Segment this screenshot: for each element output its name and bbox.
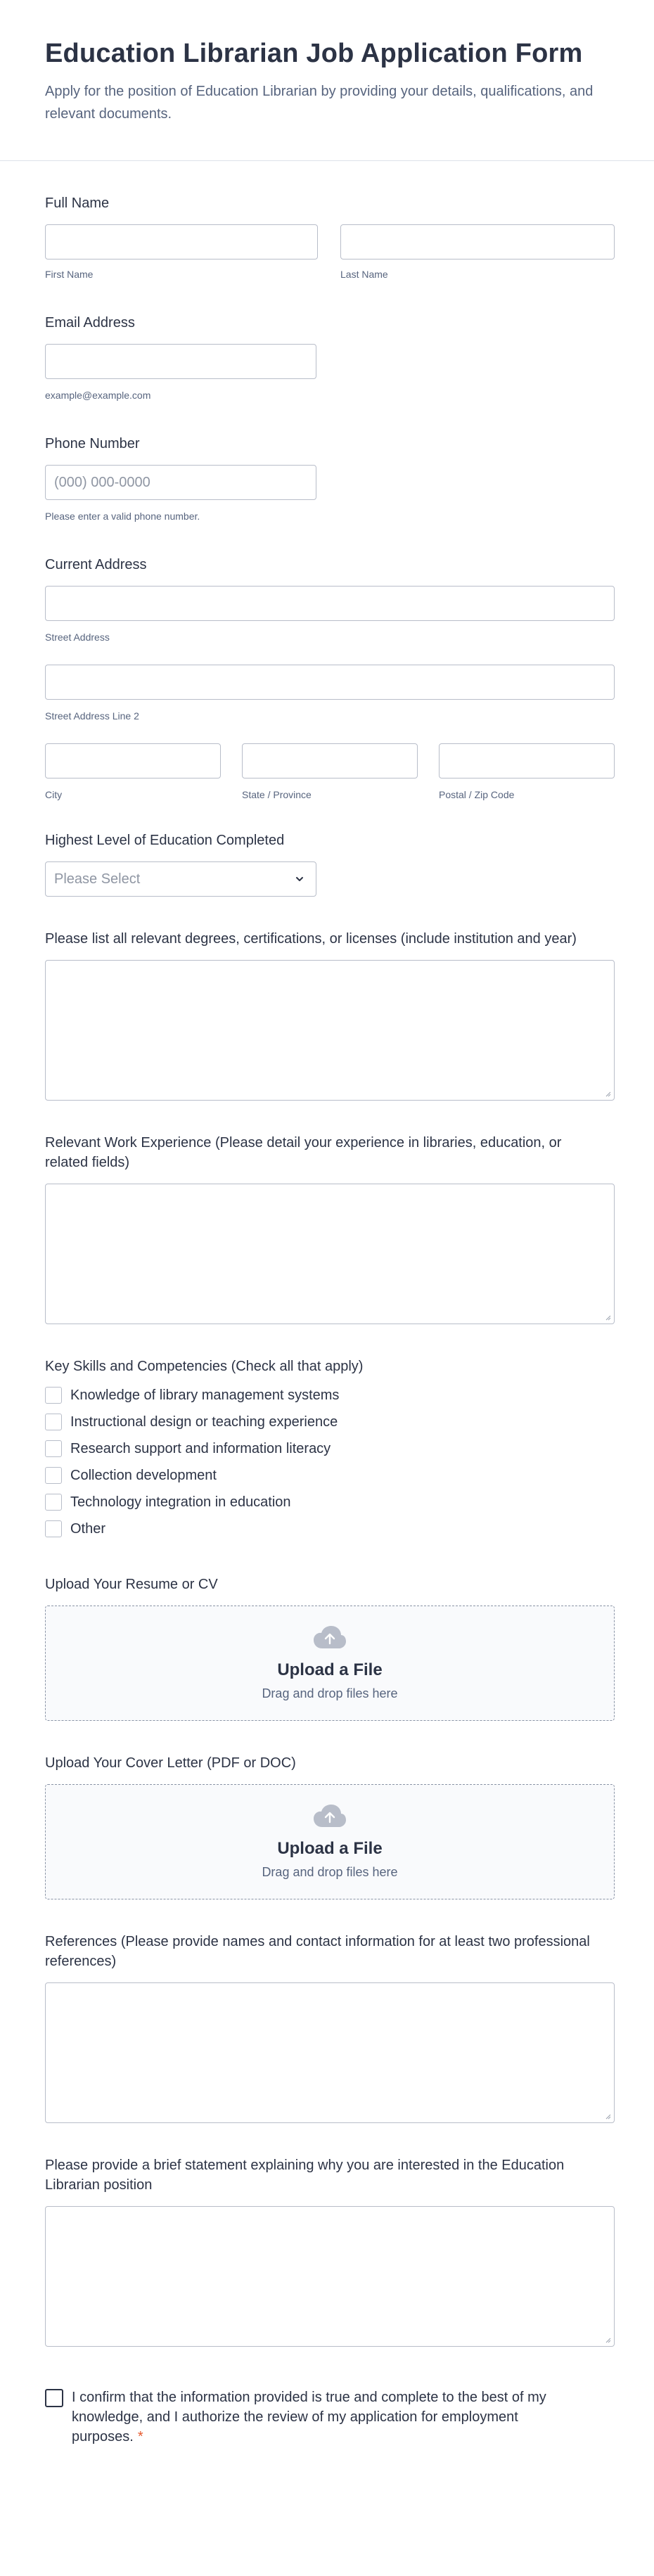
resume-upload-dropzone[interactable]	[45, 1606, 615, 1721]
address-field	[45, 555, 615, 801]
terms-text	[72, 2388, 551, 2447]
resize-grip-icon[interactable]	[604, 1314, 611, 1321]
references-label: References (Please provide names and contact information for at least two professional references)	[45, 1934, 590, 1969]
terms-checkbox[interactable]	[45, 2389, 63, 2407]
statement-textarea[interactable]	[45, 2206, 615, 2347]
email-sublabel: example@example.com	[45, 390, 151, 401]
skill-option-collection-development[interactable]	[45, 1462, 615, 1489]
required-asterisk: *	[137, 2429, 143, 2444]
resize-grip-icon[interactable]	[604, 2336, 611, 2343]
cover-upload-title: Upload a File	[277, 1839, 383, 1858]
experience-label: Relevant Work Experience (Please detail your experience in libraries, education, or related fields)	[45, 1135, 562, 1170]
skills-label: Key Skills and Competencies (Check all that apply)	[45, 1359, 364, 1374]
street-address-line2-input[interactable]	[45, 665, 615, 700]
first-name-sublabel: First Name	[45, 269, 94, 280]
cloud-upload-icon	[312, 1803, 347, 1828]
street-address-sublabel: Street Address	[45, 632, 110, 643]
resume-upload-title: Upload a File	[277, 1660, 383, 1679]
form-body	[0, 193, 654, 2447]
cover-upload-dropzone[interactable]	[45, 1784, 615, 1899]
resume-upload-subtitle: Drag and drop files here	[262, 1686, 398, 1700]
email-field	[45, 313, 615, 402]
skill-checkbox[interactable]	[45, 1520, 62, 1537]
experience-textarea[interactable]	[45, 1184, 615, 1324]
skill-option-label: Other	[70, 1520, 106, 1537]
education-selected-value: Please Select	[54, 871, 141, 887]
terms-field	[45, 2388, 551, 2447]
form-title: Education Librarian Job Application Form	[45, 39, 583, 68]
last-name-sublabel: Last Name	[340, 269, 388, 280]
street-address-line2-sublabel: Street Address Line 2	[45, 710, 139, 722]
cover-upload-field	[45, 1753, 615, 1899]
resize-grip-icon[interactable]	[604, 2113, 611, 2120]
email-input[interactable]	[45, 344, 316, 379]
resume-upload-field	[45, 1575, 615, 1721]
address-label: Current Address	[45, 557, 147, 572]
email-label: Email Address	[45, 315, 135, 331]
skills-options	[45, 1382, 615, 1542]
cover-upload-subtitle: Drag and drop files here	[262, 1865, 398, 1879]
chevron-down-icon	[295, 874, 304, 884]
phone-input[interactable]	[45, 465, 316, 500]
education-field	[45, 831, 615, 897]
full-name-field	[45, 193, 615, 281]
degrees-textarea[interactable]	[45, 960, 615, 1101]
experience-field	[45, 1133, 615, 1324]
skill-checkbox[interactable]	[45, 1440, 62, 1457]
education-label: Highest Level of Education Completed	[45, 833, 285, 848]
street-address-input[interactable]	[45, 586, 615, 621]
phone-field	[45, 434, 615, 523]
skill-option-technology-integration[interactable]	[45, 1489, 615, 1516]
skill-option-instructional-design[interactable]	[45, 1409, 615, 1435]
statement-label: Please provide a brief statement explaining why you are interested in the Education Librarian position	[45, 2158, 565, 2193]
degrees-label: Please list all relevant degrees, certifications, or licenses (include institution and year)	[45, 931, 577, 947]
resize-grip-icon[interactable]	[604, 1090, 611, 1097]
full-name-label: Full Name	[45, 196, 110, 211]
skills-field	[45, 1357, 615, 1542]
skill-checkbox[interactable]	[45, 1494, 62, 1511]
form-subtitle: Apply for the position of Education Librarian by providing your details, qualifications, and relevant documents.	[45, 84, 594, 122]
skill-option-other[interactable]	[45, 1516, 615, 1542]
last-name-input[interactable]	[340, 224, 615, 259]
phone-sublabel: Please enter a valid phone number.	[45, 511, 200, 522]
form-header	[0, 0, 654, 161]
references-textarea[interactable]	[45, 1982, 615, 2123]
cover-upload-label: Upload Your Cover Letter (PDF or DOC)	[45, 1755, 296, 1771]
state-input[interactable]	[242, 743, 418, 778]
skill-option-label: Instructional design or teaching experience	[70, 1414, 338, 1430]
skill-checkbox[interactable]	[45, 1467, 62, 1484]
references-field	[45, 1932, 615, 2123]
phone-label: Phone Number	[45, 436, 140, 451]
education-select[interactable]	[45, 861, 316, 897]
first-name-input[interactable]	[45, 224, 318, 259]
statement-field	[45, 2155, 615, 2347]
skill-checkbox[interactable]	[45, 1414, 62, 1430]
zip-input[interactable]	[439, 743, 615, 778]
resume-upload-label: Upload Your Resume or CV	[45, 1577, 218, 1592]
degrees-field	[45, 929, 615, 1101]
zip-sublabel: Postal / Zip Code	[439, 789, 515, 800]
skill-option-label: Research support and information literacy	[70, 1440, 331, 1456]
skill-checkbox[interactable]	[45, 1387, 62, 1404]
city-input[interactable]	[45, 743, 221, 778]
skill-option-label: Collection development	[70, 1467, 217, 1483]
skill-option-research-support[interactable]	[45, 1435, 615, 1462]
skill-option-label: Knowledge of library management systems	[70, 1387, 340, 1403]
skill-option-label: Technology integration in education	[70, 1494, 291, 1510]
cloud-upload-icon	[312, 1625, 347, 1650]
state-sublabel: State / Province	[242, 789, 312, 800]
terms-statement: I confirm that the information provided is true and complete to the best of my knowledge, and I authorize the review of my application for employment purposes.	[72, 2390, 546, 2444]
city-sublabel: City	[45, 789, 63, 800]
skill-option-library-systems[interactable]	[45, 1382, 615, 1409]
